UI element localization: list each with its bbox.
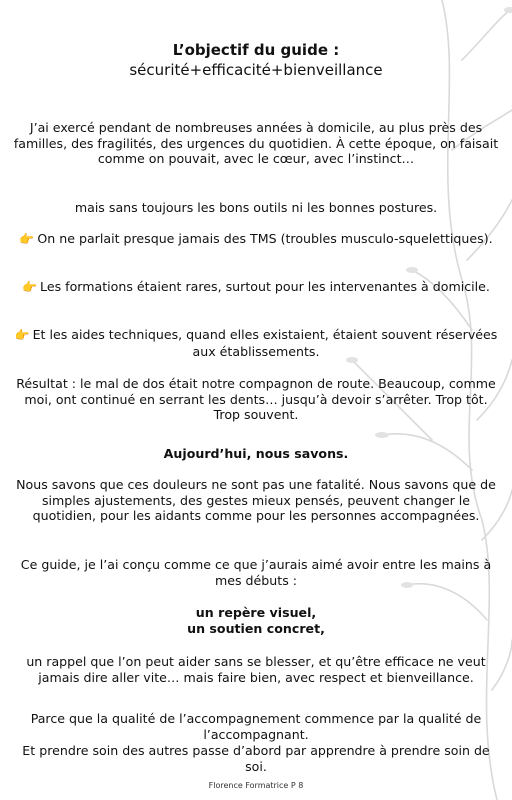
bullet-tms-text: On ne parlait presque jamais des TMS (troubles musculo-squelettiques). (37, 231, 493, 246)
bullet-tms (12, 231, 500, 248)
concrete-support: un soutien concret, (187, 621, 325, 636)
pointing-hand-icon: 👉 (19, 232, 35, 246)
result-paragraph: Résultat : le mal de dos était notre compagnon de route. Beaucoup, comme moi, ont continué en serrant les dents… jusqu’à devoir s’arrêter. Trop tôt. Trop souvent. (16, 376, 496, 423)
guide-paragraph: Ce guide, je l’ai conçu comme ce que j’aurais aimé avoir entre les mains à mes débuts : (20, 557, 492, 588)
bullet-aides (12, 327, 500, 359)
bullet-formations (12, 279, 500, 296)
today-heading: Aujourd’hui, nous savons. (163, 446, 349, 461)
pointing-hand-icon: 👉 (14, 328, 30, 342)
intro-paragraph: J’ai exercé pendant de nombreuses années à domicile, au plus près des familles, des fragilités, des urgences du quotidien. À cette époque, on faisait comme on pouvait, avec le cœur, avec l’instinct… (13, 120, 499, 167)
page-footer: Florence Formatrice P 8 (208, 781, 304, 790)
knowledge-paragraph: Nous savons que ces douleurs ne sont pas une fatalité. Nous savons que de simples ajustements, des gestes mieux pensés, peuvent changer le quotidien, pour les aidants comme pour les personnes accompagnées. (16, 477, 496, 524)
pointing-hand-icon: 👉 (22, 280, 38, 294)
visual-landmark: un repère visuel, (195, 605, 317, 620)
self-care-paragraph: Et prendre soin des autres passe d’abord par apprendre à prendre soin de soi. (22, 743, 490, 774)
quality-paragraph: Parce que la qualité de l’accompagnement commence par la qualité de l’accompagnant. (30, 711, 482, 742)
reminder-paragraph: un rappel que l’on peut aider sans se blesser, et qu’être efficace ne veut jamais dire aller vite… mais faire bien, avec respect et bienveillance. (26, 654, 486, 685)
page-title: L’objectif du guide : (172, 41, 340, 59)
bullet-formations-text: Les formations étaient rares, surtout pour les intervenantes à domicile. (40, 279, 490, 294)
page-subtitle: sécurité+efficacité+bienveillance (129, 61, 383, 79)
bullet-aides-text: Et les aides techniques, quand elles existaient, étaient souvent réservées aux établissements. (32, 327, 498, 359)
tools-paragraph: mais sans toujours les bons outils ni les bonnes postures. (74, 200, 438, 215)
